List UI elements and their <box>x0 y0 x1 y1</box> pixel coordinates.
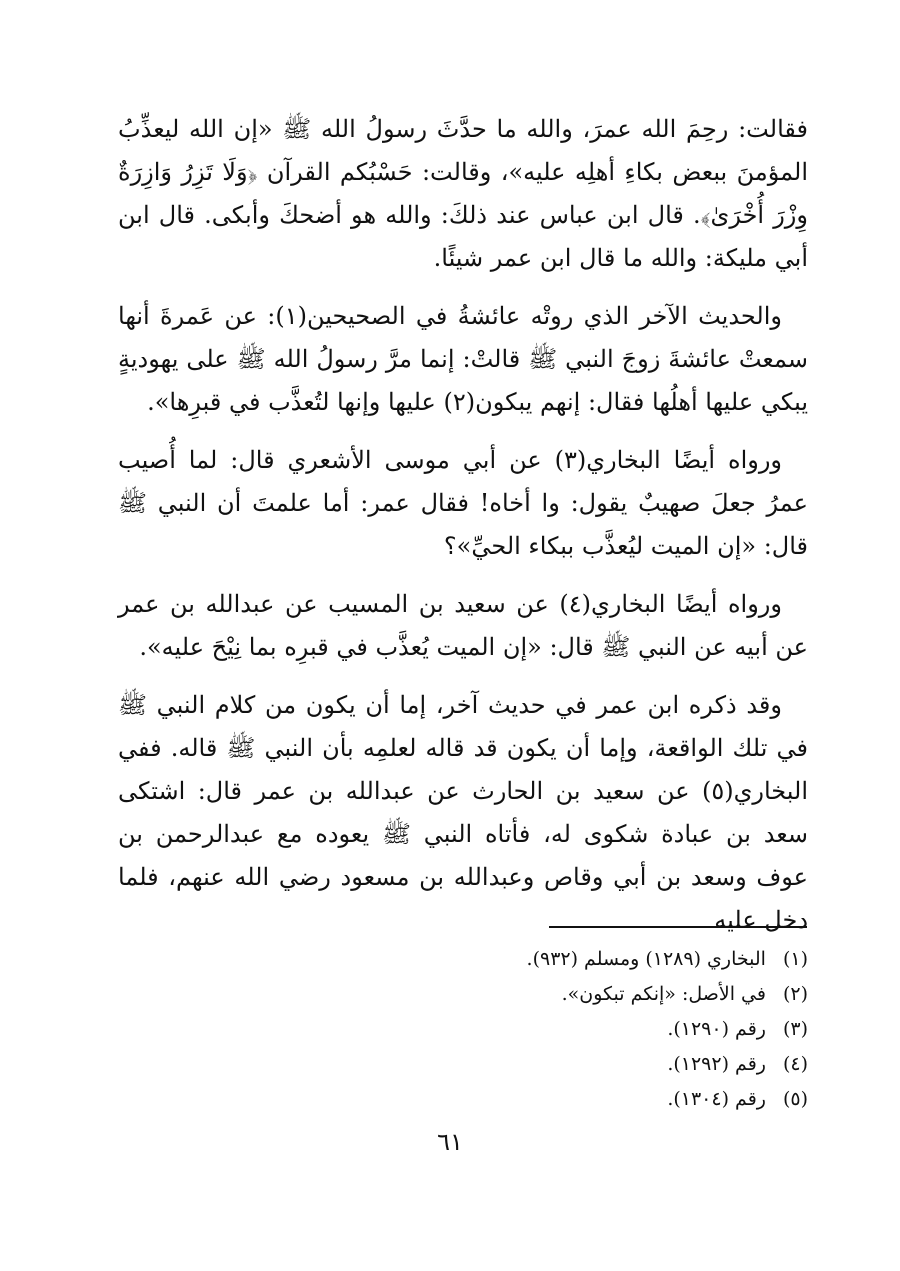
footnotes <box>388 942 808 1117</box>
paragraph-1: فقالت: رحِمَ الله عمرَ، والله ما حدَّثَ رسولُ الله ﷺ «إن الله ليعذِّبُ المؤمنَ ببعض بكاءِ أهلِه عليه»، وقالت: حَسْبُكم القرآن ﴿وَلَا تَزِرُ وَازِرَةٌ وِزْرَ أُخْرَىٰ﴾. قال ابن عباس عند ذلكَ: والله هو أضحكَ وأبكى. قال ابن أبي مليكة: والله ما قال ابن عمر شيئًا. <box>118 115 808 272</box>
footnote-number: (١) <box>782 948 808 970</box>
footnote-number: (٥) <box>782 1088 808 1110</box>
footnote-text: رقم (١٢٩٠). <box>667 1018 766 1040</box>
footnote-text: البخاري (١٢٨٩) ومسلم (٩٣٢). <box>526 948 766 970</box>
paragraph-2: والحديث الآخر الذي روتْه عائشةُ في الصحيحين(١): عن عَمرةَ أنها سمعتْ عائشةَ زوجَ النبي ﷺ قالتْ: إنما مرَّ رسولُ الله ﷺ على يهوديةٍ يبكي عليها أهلُها فقال: إنهم يبكون(٢) عليها وإنها لتُعذَّب في قبرِها». <box>118 302 808 416</box>
body-text <box>118 108 808 957</box>
footnote-text: في الأصل: «إنكم تبكون». <box>561 983 766 1005</box>
footnote-5 <box>388 1082 808 1117</box>
footnote-text: رقم (١٣٠٤). <box>667 1088 766 1110</box>
footnote-number: (٣) <box>782 1018 808 1040</box>
paragraph-5: وقد ذكره ابن عمر في حديث آخر، إما أن يكون من كلام النبي ﷺ في تلك الواقعة، وإما أن يكون قد قاله لعلمِه بأن النبي ﷺ قاله. ففي البخاري(٥) عن سعيد بن الحارث عن عبدالله بن عمر قال: اشتكى سعد بن عبادة شكوى له، فأتاه النبي ﷺ يعوده مع عبدالرحمن بن عوف وسعد بن أبي وقاص وعبدالله بن مسعود رضي الله عنهم، فلما دخل عليه <box>118 691 809 934</box>
footnote-number: (٢) <box>782 983 808 1005</box>
footnote-separator <box>549 926 807 928</box>
footnote-number: (٤) <box>782 1053 808 1075</box>
paragraph-3: ورواه أيضًا البخاري(٣) عن أبي موسى الأشعري قال: لما أُصيب عمرُ جعلَ صهيبٌ يقول: وا أخاه! فقال عمر: أما علمتَ أن النبي ﷺ قال: «إن الميت ليُعذَّب ببكاء الحيِّ»؟ <box>118 446 808 560</box>
footnote-3 <box>388 1012 808 1047</box>
page-number: ٦١ <box>437 1128 463 1156</box>
footnote-1 <box>388 942 808 977</box>
footnote-4 <box>388 1047 808 1082</box>
paragraph-4: ورواه أيضًا البخاري(٤) عن سعيد بن المسيب عن عبدالله بن عمر عن أبيه عن النبي ﷺ قال: «إن الميت يُعذَّب في قبرِه بما نِيْحَ عليه». <box>118 590 808 661</box>
footnote-text: رقم (١٢٩٢). <box>667 1053 766 1075</box>
footnote-2 <box>388 977 808 1012</box>
